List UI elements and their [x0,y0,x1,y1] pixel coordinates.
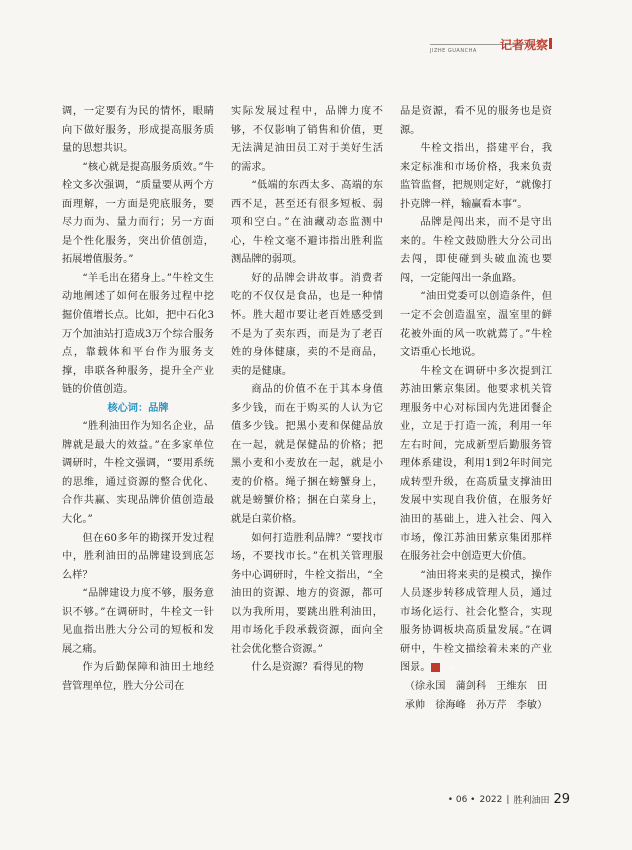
section-title: 记者观察 [500,38,549,52]
text-column-2 [231,103,383,678]
end-mark-icon: L [431,663,440,672]
author-credits: （徐永国 蒲剑科 王维东 田承帅 徐海峰 孙万芹 李敏） [404,680,548,711]
page-footer [448,792,570,807]
paragraph: 如何打造胜利品牌？“要找市场，不要找市长。”在机关管理服务中心调研时，牛栓文指出，“全油田的资源、地方的资源，都可以为我所用，要跳出胜利油田，用市场化手段承载资源，面向全社会优化整合资源。” [231,532,383,655]
section-subtitle: JIZHE GUANCHA [430,48,477,54]
section-accent-bar [549,38,552,49]
footer-divider: | [506,794,510,805]
paragraph: 但在60多年的勘探开发过程中，胜利油田的品牌建设到底怎么样？ [62,532,214,581]
paragraph-final [400,567,552,678]
magazine-name: 胜利油田 [513,796,550,806]
text-column-3 [400,103,552,715]
text-column-1 [62,103,214,697]
paragraph: 牛栓文指出，搭建平台，我来定标准和市场价格，我来负责监管监督，把规则定好，“就像打扑克牌一样，输赢看本事”。 [400,143,552,210]
paragraph: “胜利油田作为知名企业，品牌就是最大的效益。”在多家单位调研时，牛栓文强调，“要用系统的思维，通过资源的整合优化、合作共赢、实现品牌价值创造最大化。” [62,421,214,526]
page-number: 29 [553,792,570,807]
paragraph-text: “油田将来卖的是模式，操作人员逐步转移成管理人员，通过市场化运行、社会化整合，实现服务协调板块高质量发展。”在调研中，牛栓文描绘着未来的产业图景。 [400,569,552,674]
paragraph: “核心就是提高服务质效。”牛栓文多次强调，“质量要从两个方面理解，一方面是兜底服务，要尽力而为、量力而行；另一方面是个性化服务，突出价值创造，拓展增值服务。” [62,161,214,266]
paragraph: 品牌是闯出来，而不是守出来的。牛栓文鼓励胜大分公司出去闯，即使碰到头破血流也要闯，一定能闯出一条血路。 [400,217,552,284]
paragraph: 调，一定要有为民的情怀，眼睛向下做好服务，形成提高服务质量的思想共识。 [62,106,214,155]
paragraph: 什么是资源？看得见的物 [251,662,364,674]
paragraph: 品是资源，看不见的服务也是资源。 [400,106,552,136]
paragraph: 好的品牌会讲故事。消费者吃的不仅仅是食品，也是一种情怀。胜大超市要让老百姓感受到不是为了卖东西，而是为了老百姓的身体健康，卖的不是商品，卖的是健康。 [231,272,383,377]
paragraph: 作为后勤保障和油田土地经营管理单位，胜大分公司在 [62,662,214,692]
paragraph: 商品的价值不在于其本身值多少钱，而在于购买的人认为它值多少钱。把黑小麦和保健品放在一起，就是保健品的价格；把黑小麦和小麦放在一起，就是小麦的价格。绳子捆在螃蟹身上，就是螃蟹价格；捆在白菜身上，就是白菜价格。 [231,384,383,526]
issue-number: • 06 • [447,794,476,805]
paragraph: “羊毛出在猪身上。”牛栓文生动地阐述了如何在服务过程中挖掘价值增长点。比如，把中石化3万个加油站打造成3万个综合服务点，靠载体和平台作为服务支撑，串联各种服务，提升全产业链的价值创造。 [62,272,214,396]
subheading-brand: 核心词：品牌 [107,402,169,414]
paragraph: “低端的东西太多、高端的东西不足，甚至还有很多短板、弱项和空白。”在油藏动态监测中心，牛栓文毫不避讳指出胜利监测品牌的弱项。 [231,180,383,266]
paragraph: 牛栓文在调研中多次提到江苏油田紫京集团。他要求机关管理服务中心对标国内先进团餐企业，立足于打造一流，利用一年左右时间，完成新型后勤服务管理体系建设，利用1到2年时间完成转型升级，在高质量支撑油田发展中实现自我价值，在服务好油田的基础上，进入社会、闯入市场，像江苏油田紫京集团那样在服务社会中创造更大价值。 [400,365,552,563]
paragraph: 实际发展过程中，品牌力度不够，不仅影响了销售和价值，更无法满足油田员工对于美好生活的需求。 [231,106,383,173]
issue-year: 2022 [479,794,503,805]
paragraph: “油田党委可以创造条件，但一定不会创造温室，温室里的鲜花被外面的风一吹就蔫了。”牛栓文语重心长地说。 [400,291,552,359]
paragraph: “品牌建设力度不够，服务意识不够。”在调研时，牛栓文一针见血指出胜大分公司的短板和发展之痛。 [62,588,214,655]
